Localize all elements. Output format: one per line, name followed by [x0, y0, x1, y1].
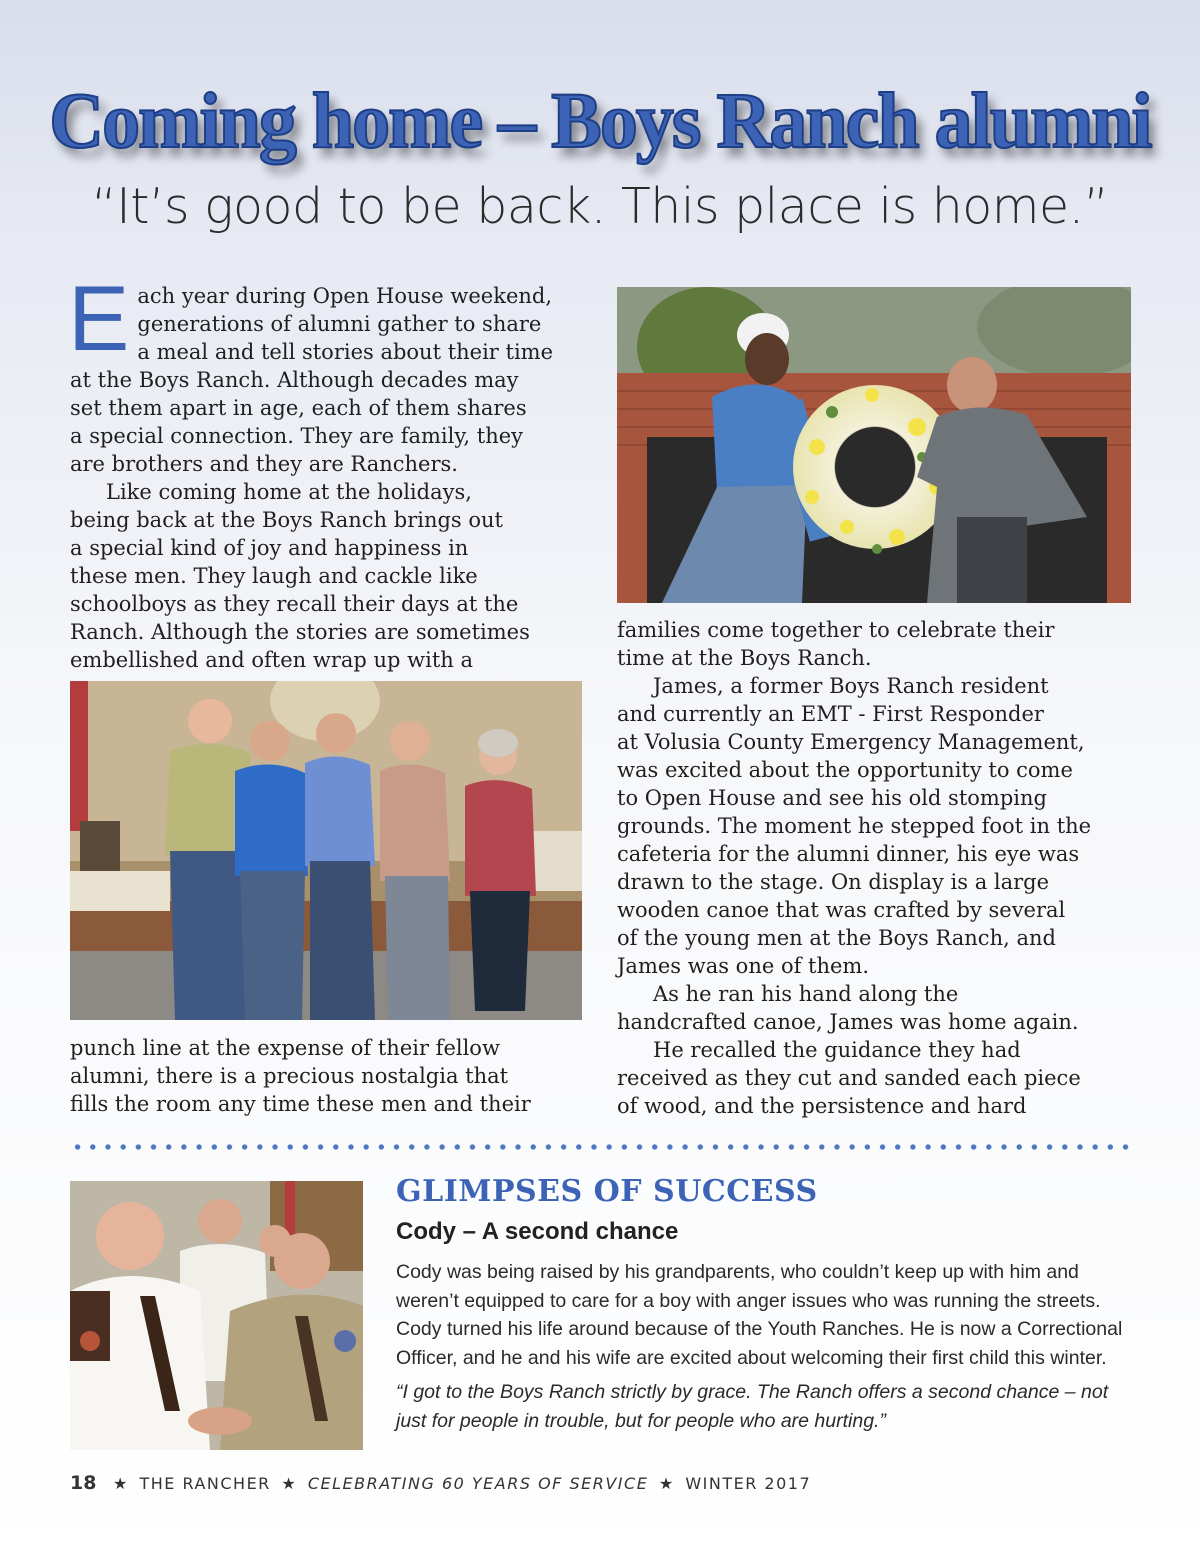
glimpses-quote [396, 1378, 1136, 1435]
paragraph-line: ach year during Open House weekend, [137, 284, 553, 308]
paragraph-line: cafeteria for the alumni dinner, his eye was [617, 842, 1080, 866]
glimpses-body-line: weren’t equipped to care for a boy with anger issues who was running the streets. [396, 1289, 1101, 1312]
paragraph-line: As he ran his hand along the [653, 982, 959, 1006]
publication-tagline: CELEBRATING 60 YEARS OF SERVICE [307, 1474, 649, 1493]
paragraph-line: generations of alumni gather to share [137, 312, 542, 336]
paragraph-line: Ranch. Although the stories are sometimes [70, 620, 530, 644]
glimpses-body [396, 1258, 1136, 1372]
paragraph-line: at Volusia County Emergency Management, [617, 730, 1085, 754]
publication-name: THE RANCHER [139, 1474, 271, 1493]
paragraph-line: at the Boys Ranch. Although decades may [70, 368, 519, 392]
left-column-bottom [70, 1034, 580, 1118]
article-subtitle: “It’s good to be back. This place is home.” [91, 178, 1109, 235]
paragraph-line: being back at the Boys Ranch brings out [70, 508, 503, 532]
paragraph-line: fills the room any time these men and their [70, 1092, 531, 1116]
paragraph-line: James was one of them. [617, 954, 870, 978]
glimpses-body-line: Officer, and he and his wife are excited about welcoming their first child this winter. [396, 1346, 1107, 1369]
wreath-photo [617, 287, 1131, 603]
paragraph-line: of the young men at the Boys Ranch, and [617, 926, 1056, 950]
paragraph-line: schoolboys as they recall their days at the [70, 592, 519, 616]
glimpses-heading: GLIMPSES OF SUCCESS [396, 1174, 818, 1209]
paragraph-line: families come together to celebrate their [617, 618, 1055, 642]
left-column-top [68, 268, 580, 674]
paragraph-line: alumni, there is a precious nostalgia that [70, 1064, 509, 1088]
glimpses-subheading: Cody – A second chance [396, 1218, 679, 1245]
article-title: Coming home – Boys Ranch alumni [49, 76, 1151, 166]
dotted-divider [70, 1140, 1132, 1154]
paragraph-line: embellished and often wrap up with a [70, 648, 473, 672]
paragraph-line: a special kind of joy and happiness in [70, 536, 469, 560]
glimpses-body-line: Cody turned his life around because of the Youth Ranches. He is now a Correctional [396, 1318, 1123, 1340]
paragraph-line: set them apart in age, each of them shares [70, 396, 527, 420]
paragraph-line: was excited about the opportunity to come [617, 758, 1073, 782]
paragraph-line: He recalled the guidance they had [653, 1038, 1021, 1062]
glimpses-quote-line: just for people in trouble, but for people who are hurting.” [396, 1409, 886, 1432]
paragraph-line: time at the Boys Ranch. [617, 646, 872, 670]
right-column [617, 616, 1132, 1120]
paragraph-line: handcrafted canoe, James was home again. [617, 1010, 1079, 1034]
paragraph-line: punch line at the expense of their fellow [70, 1036, 500, 1060]
star-icon: ★ [658, 1474, 675, 1493]
cody-photo [70, 1181, 363, 1450]
paragraph-line: and currently an EMT - First Responder [617, 702, 1044, 726]
issue-label: WINTER 2017 [685, 1474, 812, 1493]
paragraph-line: are brothers and they are Ranchers. [70, 452, 458, 476]
paragraph-line: Like coming home at the holidays, [106, 480, 472, 504]
paragraph-line: drawn to the stage. On display is a large [617, 870, 1050, 894]
paragraph-line: grounds. The moment he stepped foot in the [617, 814, 1092, 838]
paragraph-line: wooden canoe that was crafted by several [617, 898, 1066, 922]
star-icon: ★ [281, 1474, 298, 1493]
paragraph-line: to Open House and see his old stomping [617, 786, 1047, 810]
paragraph-line: James, a former Boys Ranch resident [653, 674, 1049, 698]
paragraph-line: received as they cut and sanded each piece [617, 1066, 1081, 1090]
paragraph-line: these men. They laugh and cackle like [70, 564, 478, 588]
glimpses-quote-line: “I got to the Boys Ranch strictly by grace. The Ranch offers a second chance – not [396, 1381, 1109, 1403]
paragraph-line: of wood, and the persistence and hard [617, 1094, 1027, 1118]
star-icon: ★ [113, 1474, 129, 1493]
alumni-group-photo [70, 681, 582, 1020]
drop-cap: E [68, 268, 130, 370]
page-footer [70, 1472, 811, 1494]
paragraph-line: a special connection. They are family, they [70, 424, 524, 448]
page-number: 18 [70, 1472, 97, 1494]
glimpses-body-line: Cody was being raised by his grandparents, who couldn’t keep up with him and [396, 1261, 1079, 1283]
paragraph-line: a meal and tell stories about their time [137, 340, 554, 364]
